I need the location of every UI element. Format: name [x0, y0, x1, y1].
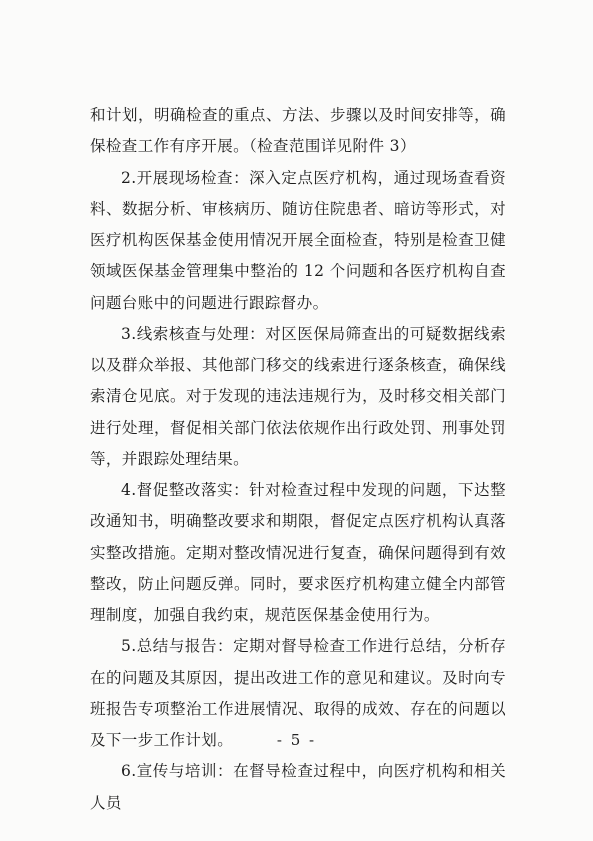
paragraph-item-5: 5.总结与报告：定期对督导检查工作进行总结，分析存在的问题及其原因，提出改进工作的意见和建议。及时向专班报告专项整治工作进展情况、取得的成效、存在的问题以及下一步工作计划。	[90, 637, 506, 749]
paragraph-item-3: 3.线索核查与处理：对区医保局筛查出的可疑数据线索以及群众举报、其他部门移交的线索进行逐条核查，确保线索清仓见底。对于发现的违法违规行为，及时移交相关部门进行处理，督促相关部门依法依规作出行政处罚、刑事处罚等，并跟踪处理结果。	[90, 324, 506, 468]
page-number: - 5 -	[276, 731, 317, 749]
paragraph-item-2: 2.开展现场检查：深入定点医疗机构，通过现场查看资料、数据分析、审核病历、随访住院患者、暗访等形式，对医疗机构医保基金使用情况开展全面检查，特别是检查卫健领域医保基金管理集中整治的 12 个问题和各医疗机构自查问题台账中的问题进行跟踪督办。	[90, 168, 506, 312]
paragraph-item-4: 4.督促整改落实：针对检查过程中发现的问题，下达整改通知书，明确整改要求和期限，督促定点医疗机构认真落实整改措施。定期对整改情况进行复查，确保问题得到有效整改，防止问题反弹。同时，要求医疗机构建立健全内部管理制度，加强自我约束，规范医保基金使用行为。	[90, 481, 506, 624]
paragraph-continuation: 和计划，明确检查的重点、方法、步骤以及时间安排等，确保检查工作有序开展。（检查范围详见附件 3）	[90, 106, 506, 156]
body-text	[90, 100, 506, 819]
paragraph-item-6: 6.宣传与培训：在督导检查过程中，向医疗机构和相关人员	[90, 762, 506, 812]
